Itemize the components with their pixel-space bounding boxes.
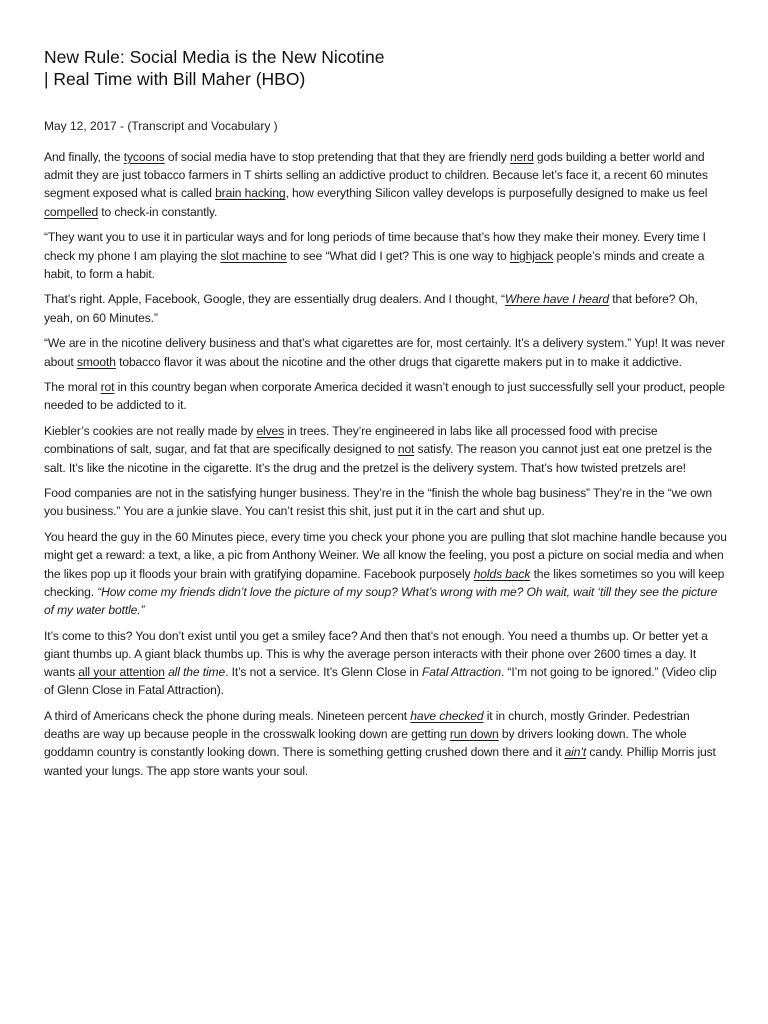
text-run: A third of Americans check the phone during meals. Nineteen percent xyxy=(44,708,411,723)
vocab-term: not xyxy=(397,442,415,457)
transcript-paragraph xyxy=(44,290,728,326)
vocab-term: elves xyxy=(256,424,285,439)
text-run: Kiebler’s cookies are not really made by xyxy=(44,424,257,439)
text-run: candy. Phillip Morris just wanted your lungs. The app store wants your soul. xyxy=(44,745,716,778)
text-run: That’s right. Apple, Facebook, Google, they are essentially drug dealers. And I thought, “ xyxy=(44,292,505,307)
text-run: “They want you to use it in particular ways and for long periods of time because that’s how they make their money. Every time I check my phone I am playing the xyxy=(44,230,706,263)
vocab-term: rot xyxy=(100,380,115,395)
text-run: to check-in constantly. xyxy=(98,204,218,219)
vocab-term: nerd xyxy=(509,150,534,164)
vocab-term: tycoons xyxy=(123,150,165,164)
vocab-term: Where have I heard xyxy=(504,292,609,307)
vocab-term: have checked xyxy=(410,708,484,723)
text-run: that before? Oh, yeah, on 60 Minutes.” xyxy=(44,292,698,325)
text-run: in trees. They’re engineered in labs like all processed food with precise combinations of salt, sugar, and fat that are specifically designed to xyxy=(44,424,658,457)
vocab-term: all your attention xyxy=(78,665,165,680)
transcript-paragraph xyxy=(44,484,728,520)
text-run: to see “What did I get? This is one way to xyxy=(286,248,510,263)
transcript-paragraph xyxy=(44,528,728,619)
vocab-term: holds back xyxy=(473,566,531,581)
transcript-paragraph xyxy=(44,334,728,370)
text-run: satisfy. The reason you cannot just eat one pretzel is the salt. It’s like the nicotine in the cigarette. It’s the drug and the pretzel is the delivery system. That’s how twisted pretzels are! xyxy=(44,442,712,475)
text-run: of social media have to stop pretending that that they are friendly xyxy=(164,150,510,164)
document-page xyxy=(44,46,728,787)
document-title xyxy=(44,46,728,90)
text-run: And finally, the xyxy=(44,150,124,164)
vocab-term: slot machine xyxy=(220,248,287,263)
title-line-1: New Rule: Social Media is the New Nicotine xyxy=(44,47,385,67)
vocab-term: highjack xyxy=(509,248,554,263)
text-run: It’s come to this? You don’t exist until you get a smiley face? And then that’s not enough. You need a thumbs up. Or better yet a giant thumbs up. A giant black thumbs up. This is why the average person interacts with their phone over 2600 times a day. It wants xyxy=(44,628,708,680)
text-run: the likes sometimes so you will keep checking. xyxy=(44,566,725,599)
vocab-term: compelled xyxy=(44,204,99,219)
text-run: “We are in the nicotine delivery business and that’s what cigarettes are for, most certainly. It’s a delivery system.” Yup! It was never about xyxy=(44,336,725,369)
vocab-term: smooth xyxy=(76,354,116,369)
vocab-term: brain hacking xyxy=(215,186,286,201)
transcript-paragraph xyxy=(44,627,728,700)
text-run: , how everything Silicon valley develops is purposefully designed to make us feel xyxy=(285,186,708,201)
italic-text: Fatal Attraction xyxy=(421,665,501,680)
italic-text: “How come my friends didn’t love the picture of my soup? What’s wrong with me? Oh wait, wait ‘till they see the picture of my water bottle.” xyxy=(44,584,718,617)
transcript-note: (Transcript and Vocabulary ) xyxy=(127,119,278,133)
transcript-paragraph xyxy=(44,228,728,283)
vocab-term: ain’t xyxy=(564,745,587,760)
text-run: Food companies are not in the satisfying hunger business. They’re in the “finish the whole bag business” They’re in the “we own you business.” You are a junkie slave. You can’t resist this shit, just put it in the cart and shut up. xyxy=(44,486,712,519)
text-run: by drivers looking down. The whole goddamn country is constantly looking down. There is something getting crushed down there and it xyxy=(44,727,687,760)
transcript-body xyxy=(44,148,728,780)
vocab-term: run down xyxy=(449,727,499,742)
text-run: . It’s not a service. It’s Glenn Close in xyxy=(225,665,422,680)
text-run: The moral xyxy=(44,380,101,395)
transcript-paragraph xyxy=(44,148,728,221)
transcript-paragraph xyxy=(44,422,728,477)
document-meta xyxy=(44,118,728,134)
text-run: it in church, mostly Grinder. Pedestrian deaths are way up because people in the crosswalk looking down are getting xyxy=(44,708,690,742)
text-run: You heard the guy in the 60 Minutes piece, every time you check your phone you are pulling that slot machine handle because you might get a reward: a text, a like, a pic from Anthony Weiner. We all know the feeling, you post a picture on social media and when the likes pop up it floods your brain with gratifying dopamine. Facebook purposely xyxy=(44,530,727,581)
text-run: tobacco flavor it was about the nicotine and the other drugs that cigarette makers put in to make it addictive. xyxy=(115,354,682,369)
text-run: in this country began when corporate America decided it wasn’t enough to just successfully sell your product, people needed to be addicted to it. xyxy=(44,380,725,413)
publish-date: May 12, 2017 - xyxy=(44,119,125,133)
text-run: . “I’m not going to be ignored.” (Video clip of Glenn Close in Fatal Attraction). xyxy=(44,665,717,698)
transcript-paragraph xyxy=(44,378,728,414)
italic-text: all the time xyxy=(168,665,226,680)
transcript-paragraph xyxy=(44,707,728,780)
title-line-2: | Real Time with Bill Maher (HBO) xyxy=(44,69,306,89)
text-run: people’s minds and create a habit, to form a habit. xyxy=(44,248,705,281)
text-run: gods building a better world and admit they are just tobacco farmers in T shirts selling an addictive product to children. Because let’s face it, a recent 60 minutes segment exposed what is called xyxy=(44,150,708,201)
